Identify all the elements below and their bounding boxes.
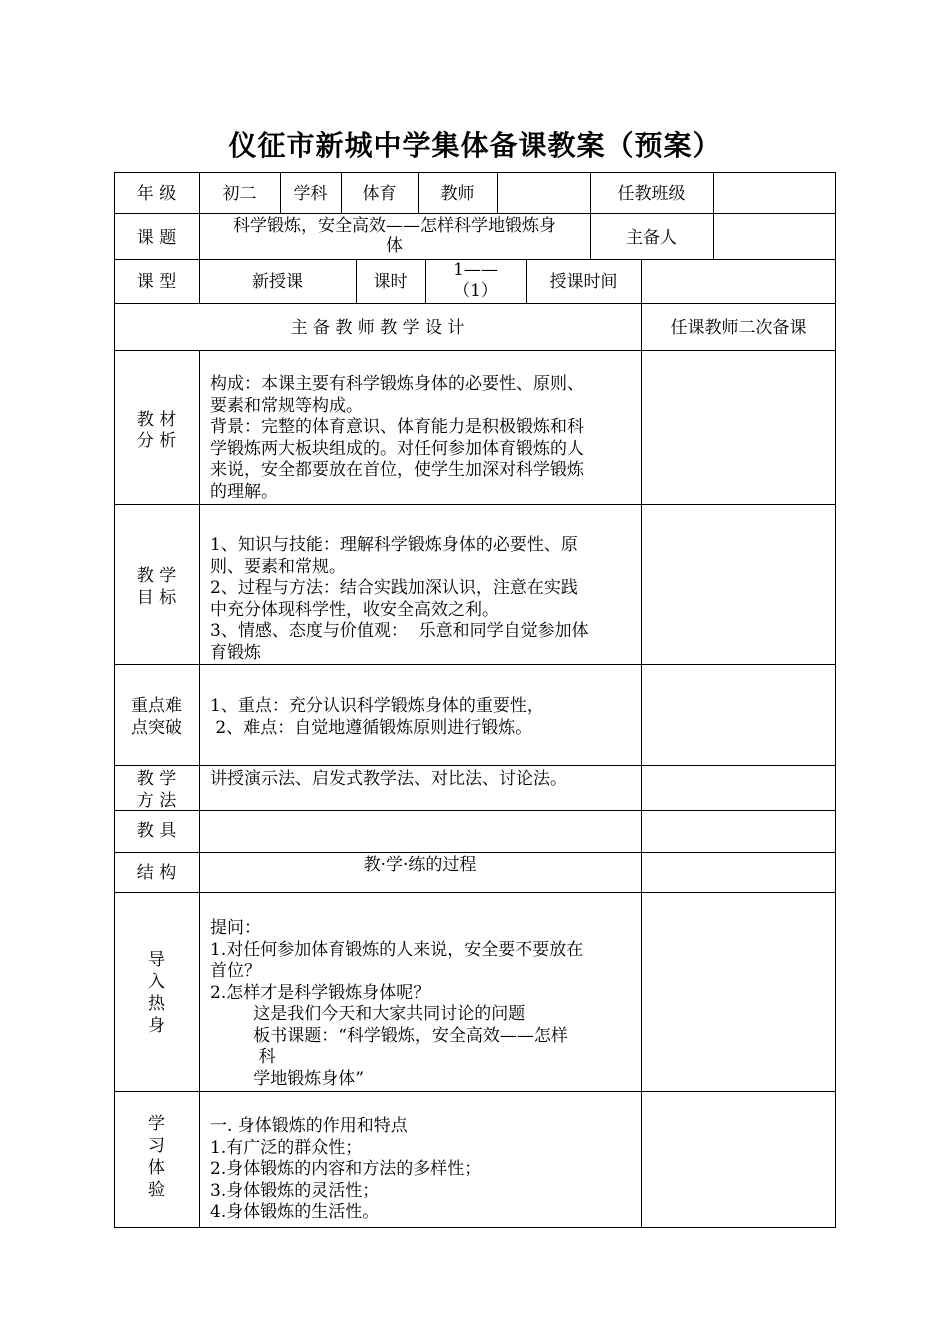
material-label-line1: 教 材 [136, 410, 177, 430]
topic-value-line1: 科学锻炼，安全高效——怎样科学地锻炼身 [233, 216, 556, 236]
main-design-header: 主 备 教 师 教 学 设 计 [290, 318, 465, 338]
col-divider [713, 172, 714, 213]
goals-label-line2: 目 标 [136, 588, 177, 608]
row-divider [114, 1091, 836, 1092]
col-divider [713, 213, 714, 259]
row-divider [114, 892, 836, 893]
hours-value-line1: 1—— [453, 260, 498, 280]
grade-label: 年 级 [136, 184, 177, 204]
learning-label-char: 学 [148, 1114, 165, 1134]
col-divider [497, 172, 498, 213]
teaching-method-text: 讲授演示法、启发式教学法、对比法、讨论法。 [210, 769, 567, 789]
material-label-line2: 分 析 [136, 431, 177, 451]
page-title: 仪征市新城中学集体备课教案（预案） [228, 129, 722, 162]
row-divider [114, 852, 836, 853]
lesson-type-label: 课 型 [136, 272, 177, 292]
learning-experience-text: 一. 身体锻炼的作用和特点 1.有广泛的群众性； 2.身体锻炼的内容和方法的多样性； 3.身体锻炼的灵活性； 4.身体锻炼的生活性。 [210, 1116, 482, 1222]
col-divider [641, 350, 642, 1228]
subject-label: 学科 [293, 184, 328, 204]
hours-value-line2: （1） [453, 281, 498, 301]
col-divider [199, 350, 200, 1228]
keypoints-label-line1: 重点难 [131, 696, 182, 716]
keypoints-label-line2: 点突破 [131, 718, 182, 738]
material-analysis-text: 构成：本课主要有科学锻炼身体的必要性、原则、 要素和常规等构成。 背景：完整的体育意识、体育能力是积极锻炼和科 学锻炼两大板块组成的。对任何参加体育锻炼的人 来说，安全都要放在首位，使学生加深对科学锻炼 的理解。 [210, 374, 584, 502]
teaching-time-label: 授课时间 [549, 272, 618, 292]
method-label-line2: 方 法 [136, 791, 177, 811]
col-divider [641, 259, 642, 303]
learning-label-char: 验 [148, 1180, 165, 1200]
intro-warmup-text: 提问： 1.对任何参加体育锻炼的人来说，安全要不要放在 首位？ 2.怎样才是科学锻炼身体呢？ 这是我们今天和大家共同讨论的问题 板书课题：“科学锻炼，安全高效——怎样 科 学地锻炼身体” [210, 918, 584, 1089]
row-divider [114, 350, 836, 351]
intro-label-char: 入 [148, 972, 165, 992]
subject-value: 体育 [362, 184, 397, 204]
structure-value: 教·学·练的过程 [363, 855, 477, 875]
method-label-line1: 教 学 [136, 769, 177, 789]
grade-value: 初二 [222, 184, 257, 204]
keypoints-text: 1、重点：充分认识科学锻炼身体的重要性， 2、难点：自觉地遵循锻炼原则进行锻炼。 [210, 696, 544, 738]
teacher-label: 教师 [440, 184, 475, 204]
learning-label-char: 体 [148, 1158, 165, 1178]
class-label: 任教班级 [617, 184, 686, 204]
row-divider [114, 303, 836, 304]
teaching-goals-text: 1、知识与技能：理解科学锻炼身体的必要性、原 则、要素和常规。 2、过程与方法：结合实践加深认识，注意在实践 中充分体现科学性，收安全高效之利。 3、情感、态度与价值观： 乐意和同学自觉参加体 育锻炼 [210, 535, 589, 663]
goals-label-line1: 教 学 [136, 566, 177, 586]
row-divider [114, 810, 836, 811]
row-divider [114, 765, 836, 766]
row-divider [114, 664, 836, 665]
row-divider [114, 213, 836, 214]
intro-label-char: 导 [148, 950, 165, 970]
lesson-type-value: 新授课 [252, 272, 303, 292]
intro-label-char: 热 [148, 994, 165, 1014]
row-divider [114, 504, 836, 505]
teaching-tools-label: 教 具 [136, 821, 177, 841]
intro-label-char: 身 [148, 1016, 165, 1036]
learning-label-char: 习 [148, 1136, 165, 1156]
secondary-prep-header: 任课教师二次备课 [670, 318, 807, 338]
structure-label: 结 构 [136, 863, 177, 883]
topic-value-line2: 体 [386, 236, 403, 256]
topic-label: 课 题 [136, 228, 177, 248]
lead-teacher-label: 主备人 [626, 228, 677, 248]
hours-label: 课时 [373, 272, 408, 292]
